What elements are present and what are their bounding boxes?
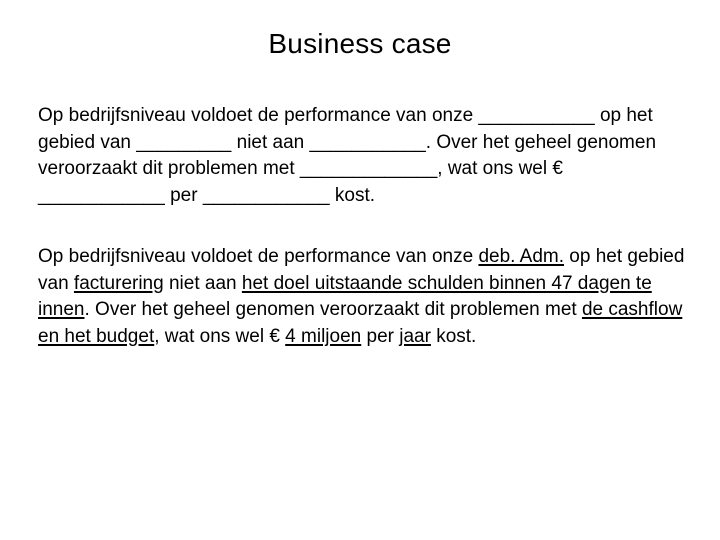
template-paragraph: Op bedrijfsniveau voldoet de performance van onze ___________ op het gebied van _________ niet aan ___________. Over het geheel genomen veroorzaakt dit problemen met _____________, wat ons wel € ____________ per ____________ kost.	[38, 105, 657, 206]
answer-period: jaar	[399, 325, 431, 347]
answer-area: facturering	[73, 272, 164, 294]
answer-amount: 4 miljoen	[285, 325, 362, 347]
answer-problems: de cashflow en het budget	[38, 299, 683, 347]
filled-text-segment: niet aan	[163, 272, 242, 294]
slide-title: Business case	[268, 28, 452, 59]
filled-text-segment: Op bedrijfsniveau voldoet de performance van onze	[38, 246, 479, 267]
filled-text-segment: op het gebied van	[38, 246, 685, 294]
filled-text-segment: , wat ons wel €	[154, 325, 286, 347]
answer-department: deb. Adm.	[478, 246, 564, 267]
filled-text-segment: per	[361, 325, 400, 347]
filled-text-segment: kost.	[430, 325, 477, 347]
answer-goal: het doel uitstaande schulden binnen 47 dagen te innen	[38, 272, 652, 320]
filled-paragraph	[38, 244, 688, 350]
filled-text-segment: . Over het geheel genomen veroorzaakt dit problemen met	[84, 299, 582, 320]
